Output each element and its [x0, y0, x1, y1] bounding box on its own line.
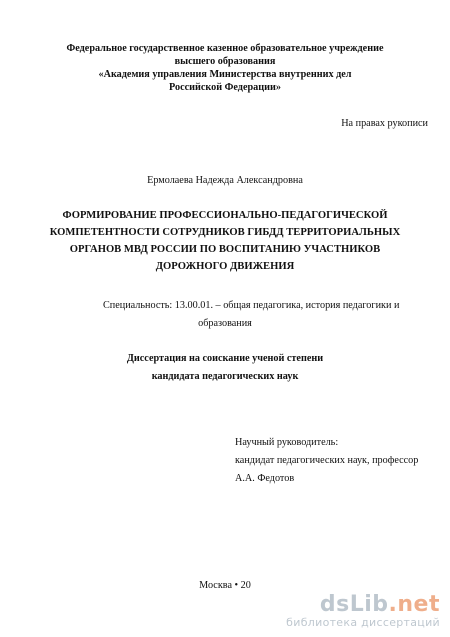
supervisor-label: Научный руководитель: — [235, 437, 339, 448]
author-name: Ермолаева Надежда Александровна — [147, 175, 303, 186]
dissertation-title — [30, 207, 420, 275]
specialty-line-2: образования — [198, 318, 252, 329]
title-line-3: ОРГАНОВ МВД РОССИИ ПО ВОСПИТАНИЮ УЧАСТНИКОВ — [69, 244, 381, 255]
degree-line-2: кандидата педагогических наук — [151, 371, 299, 382]
institution-header — [40, 42, 410, 94]
title-line-4: ДОРОЖНОГО ДВИЖЕНИЯ — [155, 261, 295, 272]
supervisor-block — [235, 434, 418, 488]
title-line-1: ФОРМИРОВАНИЕ ПРОФЕССИОНАЛЬНО-ПЕДАГОГИЧЕСКОЙ — [62, 210, 388, 221]
institution-line-3: «Академия управления Министерства внутренних дел — [98, 69, 352, 80]
institution-line-4: Российской Федерации» — [169, 82, 281, 93]
institution-line-1: Федеральное государственное казенное образовательное учреждение — [66, 43, 384, 54]
watermark-logo-tld: .net — [388, 592, 440, 617]
degree-line-1: Диссертация на соискание ученой степени — [126, 353, 324, 364]
watermark-logo — [286, 594, 440, 616]
supervisor-degree: кандидат педагогических наук, профессор — [235, 455, 419, 466]
rights-note: На правах рукописи — [341, 118, 428, 129]
dslib-watermark — [286, 594, 440, 629]
institution-line-2: высшего образования — [174, 56, 276, 67]
specialty-line-1: Специальность: 13.00.01. – общая педагогика, история педагогики и — [103, 300, 400, 311]
watermark-subtitle: библиотека диссертаций — [286, 616, 440, 629]
supervisor-name: А.А. Федотов — [235, 473, 295, 484]
city-year: Москва • 20 — [199, 580, 251, 591]
watermark-logo-main: dsLib — [319, 592, 389, 617]
title-line-2: КОМПЕТЕНТНОСТИ СОТРУДНИКОВ ГИБДД ТЕРРИТОРИАЛЬНЫХ — [49, 227, 401, 238]
